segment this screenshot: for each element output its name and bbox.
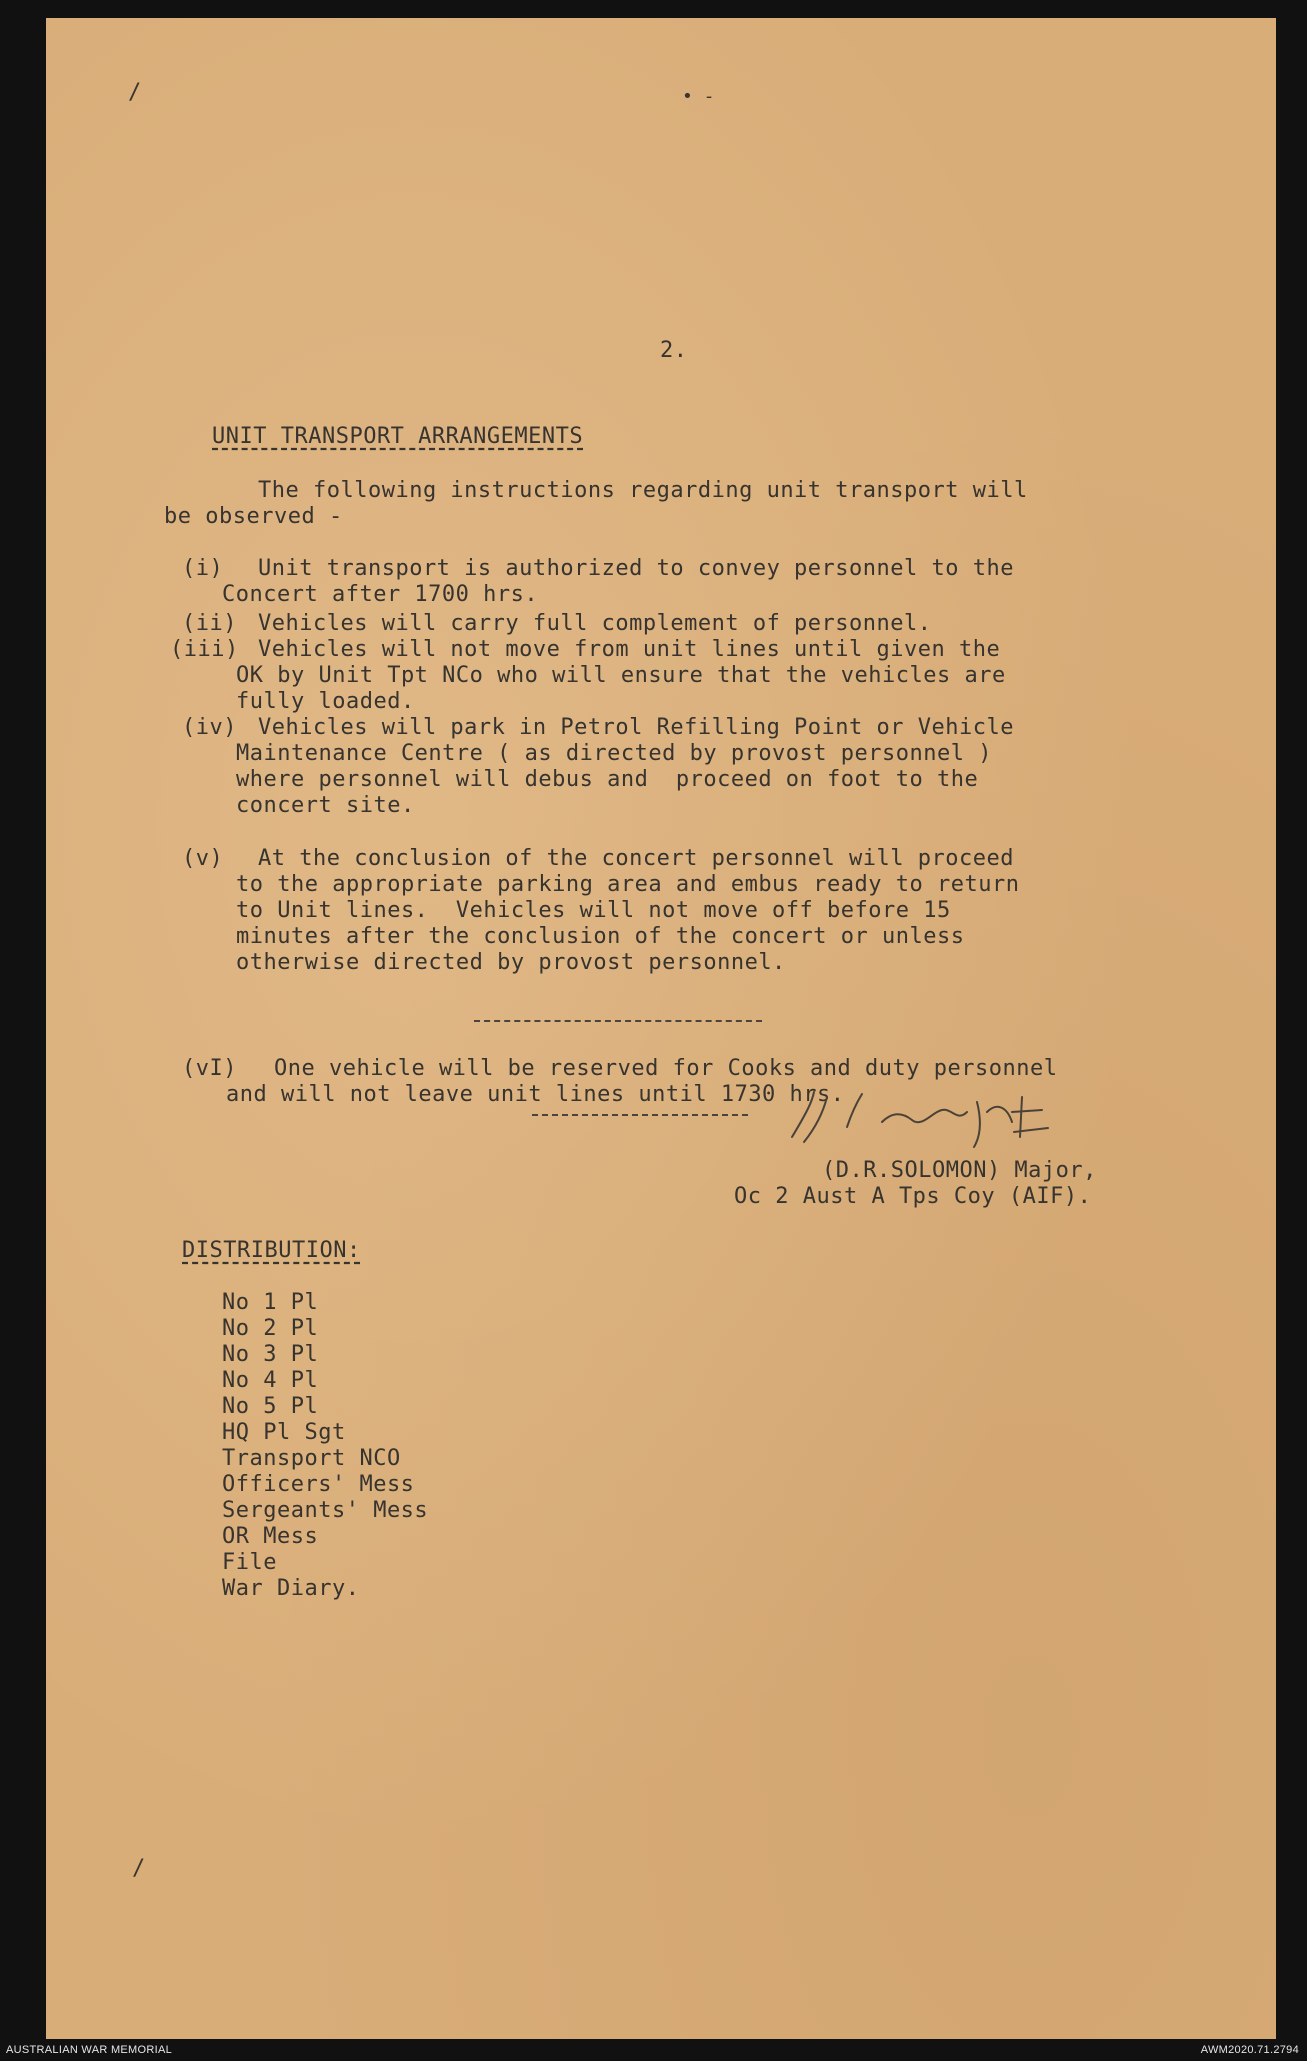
document-page bbox=[46, 18, 1276, 2039]
distribution-item: No 4 Pl bbox=[222, 1368, 319, 1393]
distribution-item: HQ Pl Sgt bbox=[222, 1420, 346, 1445]
item-line: where personnel will debus and proceed on foot to the bbox=[236, 767, 979, 792]
item-line: Concert after 1700 hrs. bbox=[222, 582, 539, 607]
page-number: 2. bbox=[660, 338, 688, 363]
item-line: minutes after the conclusion of the concert or unless bbox=[236, 924, 965, 949]
signature-icon bbox=[752, 1082, 1272, 1152]
distribution-item: OR Mess bbox=[222, 1524, 319, 1549]
intro-line-2: be observed - bbox=[164, 504, 343, 529]
top-mark: • - bbox=[682, 86, 715, 107]
item-line: Maintenance Centre ( as directed by provost personnel ) bbox=[236, 741, 992, 766]
item-line: concert site. bbox=[236, 793, 415, 818]
item-number: (ii) bbox=[182, 611, 237, 636]
dashed-divider bbox=[532, 1114, 748, 1116]
item-number: (v) bbox=[182, 846, 224, 871]
footer-left: AUSTRALIAN WAR MEMORIAL bbox=[6, 2044, 173, 2056]
item-line: to Unit lines. Vehicles will not move off before 15 bbox=[236, 898, 951, 923]
item-line: At the conclusion of the concert personnel will proceed bbox=[258, 846, 1014, 871]
distribution-heading: DISTRIBUTION: bbox=[182, 1238, 361, 1263]
item-line: and will not leave unit lines until 1730 hrs. bbox=[226, 1082, 845, 1107]
dashed-divider bbox=[474, 1020, 762, 1022]
item-number: (iv) bbox=[182, 715, 237, 740]
item-line: to the appropriate parking area and embus ready to return bbox=[236, 872, 1020, 897]
item-line: Unit transport is authorized to convey personnel to the bbox=[258, 556, 1014, 581]
item-line: Vehicles will park in Petrol Refilling Point or Vehicle bbox=[258, 715, 1014, 740]
section-heading: UNIT TRANSPORT ARRANGEMENTS bbox=[212, 424, 584, 449]
item-line: Vehicles will not move from unit lines until given the bbox=[258, 637, 1001, 662]
item-line: OK by Unit Tpt NCo who will ensure that the vehicles are bbox=[236, 663, 1006, 688]
signatory-title: Oc 2 Aust A Tps Coy (AIF). bbox=[734, 1184, 1092, 1209]
item-line: One vehicle will be reserved for Cooks and duty personnel bbox=[274, 1056, 1058, 1081]
distribution-item: Officers' Mess bbox=[222, 1472, 415, 1497]
distribution-item: War Diary. bbox=[222, 1576, 360, 1601]
distribution-item: No 5 Pl bbox=[222, 1394, 319, 1419]
distribution-item: No 3 Pl bbox=[222, 1342, 319, 1367]
item-number: (iii) bbox=[170, 637, 239, 662]
margin-mark: / bbox=[132, 1856, 146, 1881]
item-number: (i) bbox=[182, 556, 224, 581]
item-line: Vehicles will carry full complement of personnel. bbox=[258, 611, 932, 636]
distribution-item: Sergeants' Mess bbox=[222, 1498, 429, 1523]
distribution-item: File bbox=[222, 1550, 277, 1575]
distribution-item: No 2 Pl bbox=[222, 1316, 319, 1341]
item-line: fully loaded. bbox=[236, 689, 415, 714]
intro-line-1: The following instructions regarding unit transport will bbox=[258, 478, 1028, 503]
item-number: (vI) bbox=[182, 1056, 237, 1081]
item-line: otherwise directed by provost personnel. bbox=[236, 950, 786, 975]
distribution-item: Transport NCO bbox=[222, 1446, 401, 1471]
footer-right: AWM2020.71.2794 bbox=[1200, 2044, 1299, 2056]
distribution-item: No 1 Pl bbox=[222, 1290, 319, 1315]
margin-mark: / bbox=[128, 80, 142, 105]
signatory-name: (D.R.SOLOMON) Major, bbox=[822, 1158, 1097, 1183]
